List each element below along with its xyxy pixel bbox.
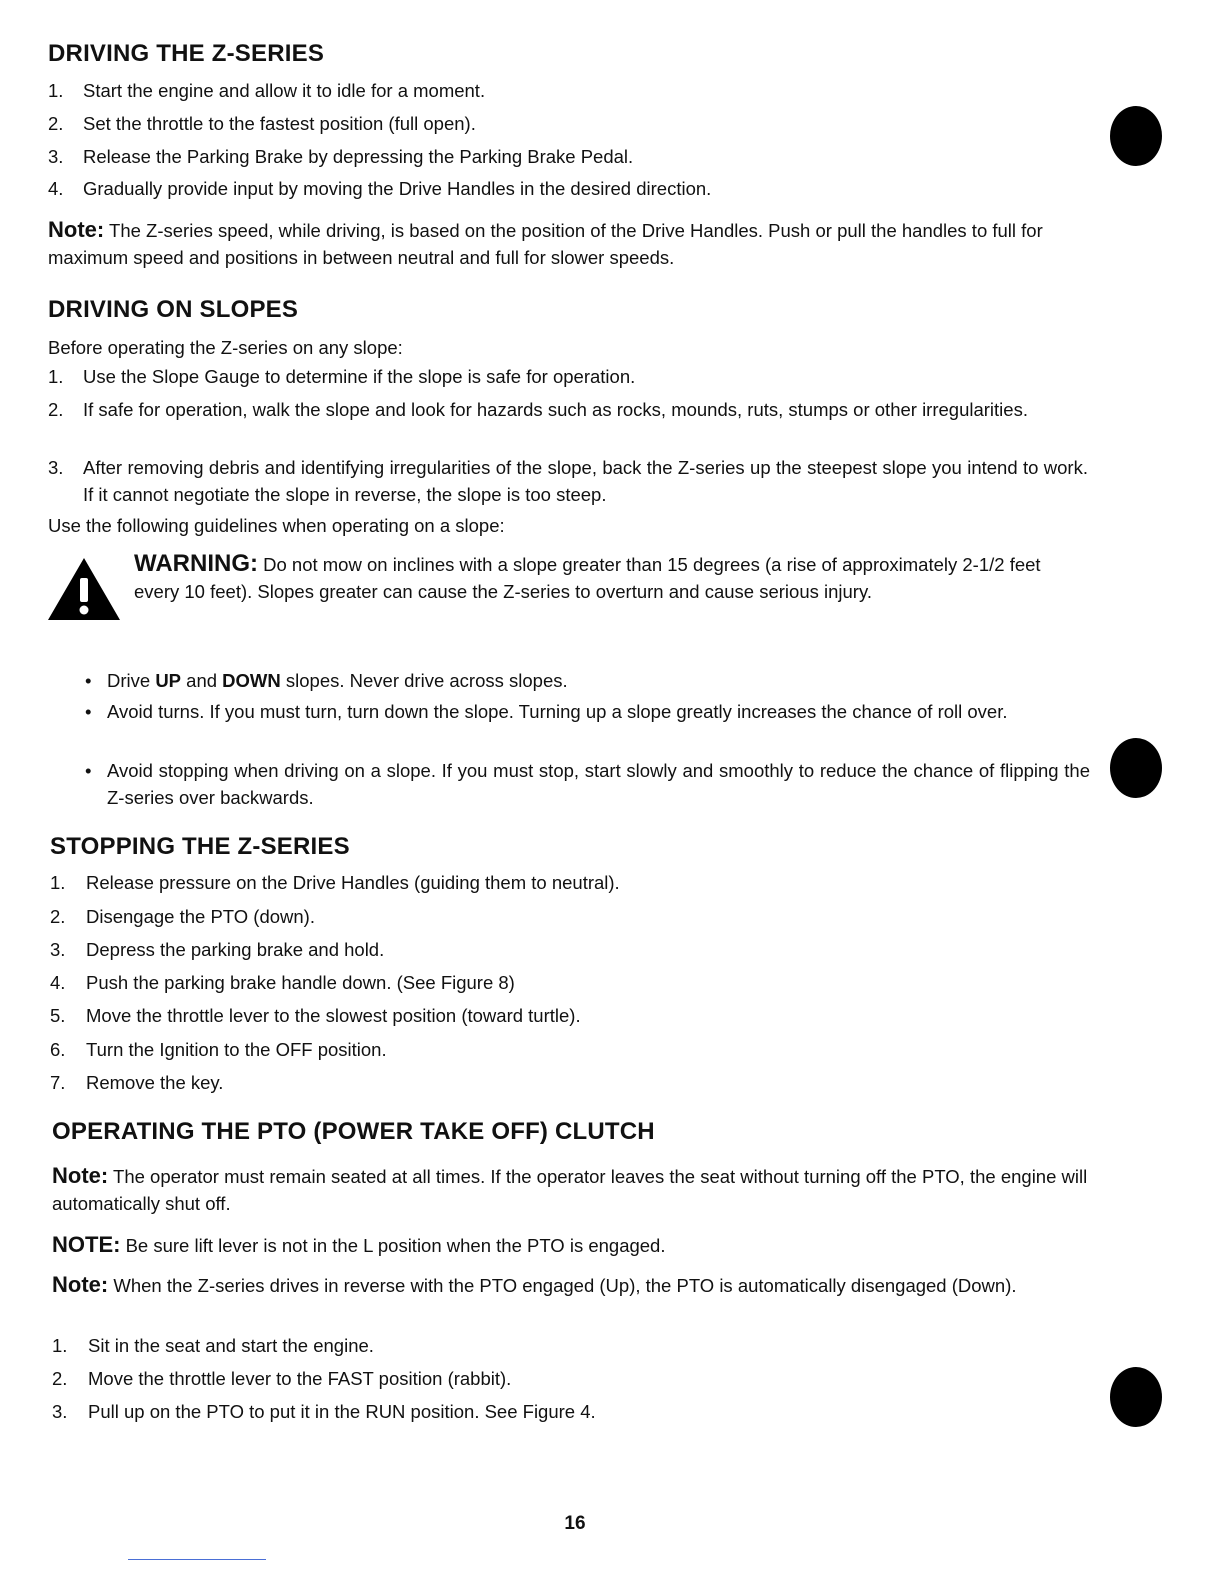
note-pto-lift-lever [52,1231,1090,1259]
list-item: 3. After removing debris and identifying irregularities of the slope, back the Z-series up the steepest slope you intend to work. If it cannot negotiate the slope in reverse, the slope is too steep. [48,457,1088,505]
footer-divider [128,1559,266,1560]
punch-hole [1110,738,1162,798]
note-pto-reverse [52,1271,1090,1299]
list-item: 7. Remove the key. [50,1072,224,1093]
list-item: 3. Release the Parking Brake by depressing the Parking Brake Pedal. [48,146,634,167]
list-item: 2. If safe for operation, walk the slope and look for hazards such as rocks, mounds, ruts, stumps or other irregularities. [48,399,1028,420]
bullet-item: • Avoid stopping when driving on a slope. If you must stop, start slowly and smoothly to reduce the chance of flipping the Z-series over backwards. [85,760,1090,808]
note-label: Note: [52,1163,109,1188]
note-text: The operator must remain seated at all times. If the operator leaves the seat without turning off the PTO, the engine will automatically shut off. [52,1166,1088,1214]
note-text: Be sure lift lever is not in the L position when the PTO is engaged. [125,1235,666,1256]
slopes-guidelines-intro: Use the following guidelines when operating on a slope: [48,515,505,536]
slopes-intro: Before operating the Z-series on any slope: [48,337,403,358]
note-text: When the Z-series drives in reverse with the PTO engaged (Up), the PTO is automatically disengaged (Down). [113,1275,1017,1296]
list-item: 2. Move the throttle lever to the FAST position (rabbit). [52,1368,512,1389]
page-number: 16 [564,1513,586,1534]
warning-triangle-icon [46,556,122,622]
list-item: 6. Turn the Ignition to the OFF position. [50,1039,387,1060]
bullet-item: • Avoid turns. If you must turn, turn down the slope. Turning up a slope greatly increases the chance of roll over. [85,701,1008,722]
list-item: 5. Move the throttle lever to the slowest position (toward turtle). [50,1005,581,1026]
note-label: Note: [52,1272,109,1297]
punch-hole [1110,1367,1162,1427]
list-item: 1. Sit in the seat and start the engine. [52,1335,374,1356]
list-item: 1. Release pressure on the Drive Handles (guiding them to neutral). [50,872,620,893]
warning-block [134,550,1064,605]
note-label: Note: [48,217,105,242]
heading-driving: DRIVING THE Z-SERIES [48,40,325,67]
bullet-item: • Drive UP and DOWN slopes. Never drive across slopes. [85,670,568,691]
note-pto-seat [52,1162,1090,1217]
list-item: 1. Start the engine and allow it to idle for a moment. [48,80,486,101]
list-item: 1. Use the Slope Gauge to determine if the slope is safe for operation. [48,366,636,387]
note-text: The Z-series speed, while driving, is based on the position of the Drive Handles. Push or pull the handles to full for maximum speed and positions in between neutral and full for slower speeds. [48,220,1043,268]
heading-slopes: DRIVING ON SLOPES [48,296,299,323]
note-label: NOTE: [52,1232,121,1257]
list-item: 4. Push the parking brake handle down. (See Figure 8) [50,972,515,993]
note-driving-speed [48,216,1088,271]
punch-hole [1110,106,1162,166]
list-item: 3. Depress the parking brake and hold. [50,939,385,960]
list-item: 3. Pull up on the PTO to put it in the RUN position. See Figure 4. [52,1401,596,1422]
list-item: 4. Gradually provide input by moving the Drive Handles in the desired direction. [48,178,712,199]
heading-stopping: STOPPING THE Z-SERIES [50,833,350,860]
warning-text: Do not mow on inclines with a slope greater than 15 degrees (a rise of approximately 2-1/2 feet every 10 feet). Slopes greater can cause the Z-series to overturn and cause serious injury. [134,554,1041,602]
warning-label: WARNING: [134,550,258,577]
heading-pto: OPERATING THE PTO (POWER TAKE OFF) CLUTCH [52,1118,655,1145]
list-item: 2. Disengage the PTO (down). [50,906,315,927]
list-item: 2. Set the throttle to the fastest position (full open). [48,113,476,134]
